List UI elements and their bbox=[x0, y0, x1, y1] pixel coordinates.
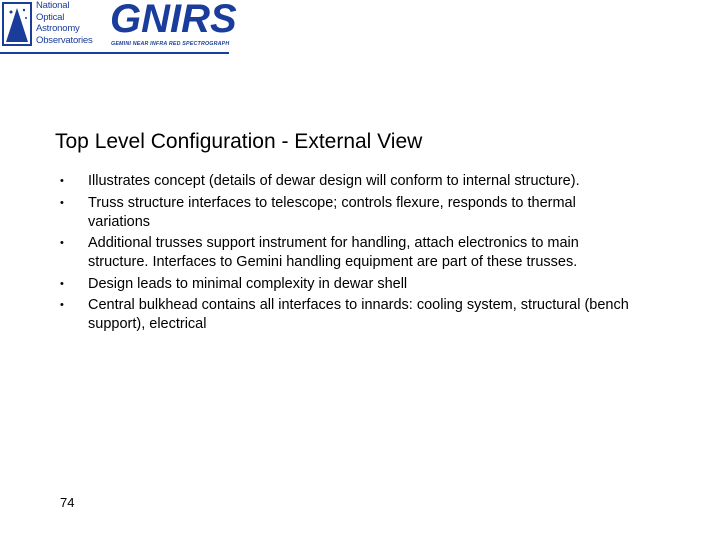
list-item bbox=[0, 296, 720, 334]
noao-logo-icon bbox=[2, 2, 32, 46]
bullet-icon: • bbox=[60, 175, 64, 187]
bullet-icon: • bbox=[60, 299, 64, 311]
bullet-list bbox=[0, 172, 720, 337]
noao-wordmark bbox=[36, 0, 106, 46]
noao-line: Observatories bbox=[36, 34, 93, 46]
header-logo bbox=[0, 0, 237, 54]
bullet-text: Additional trusses support instrument for handling, attach electronics to main structure. Interfaces to Gemini handling equipment are part of these trusses. bbox=[88, 235, 579, 270]
page-number: 74 bbox=[60, 495, 75, 510]
bullet-text: Illustrates concept (details of dewar design will conform to internal structure). bbox=[88, 173, 580, 189]
bullet-icon: • bbox=[60, 237, 64, 249]
gnirs-logo-subtitle: GEMINI NEAR INFRA RED SPECTROGRAPH bbox=[111, 41, 230, 47]
list-item bbox=[0, 194, 720, 232]
list-item bbox=[0, 275, 720, 294]
bullet-text: Design leads to minimal complexity in dewar shell bbox=[88, 275, 408, 292]
noao-line: National bbox=[36, 0, 70, 11]
noao-line: Astronomy bbox=[36, 23, 80, 34]
bullet-icon: • bbox=[60, 277, 64, 290]
header-divider bbox=[0, 52, 229, 54]
list-item bbox=[0, 172, 720, 191]
slide-title: Top Level Configuration - External View bbox=[55, 130, 423, 153]
list-item bbox=[0, 234, 720, 272]
noao-line: Optical bbox=[36, 11, 65, 23]
bullet-text: Central bulkhead contains all interfaces to innards: cooling system, structural (bench support), electrical bbox=[88, 297, 629, 332]
bullet-icon: • bbox=[60, 196, 64, 209]
bullet-text: Truss structure interfaces to telescope; controls flexure, responds to thermal variations bbox=[88, 194, 576, 230]
gnirs-logo-title: GNIRS bbox=[110, 0, 237, 41]
